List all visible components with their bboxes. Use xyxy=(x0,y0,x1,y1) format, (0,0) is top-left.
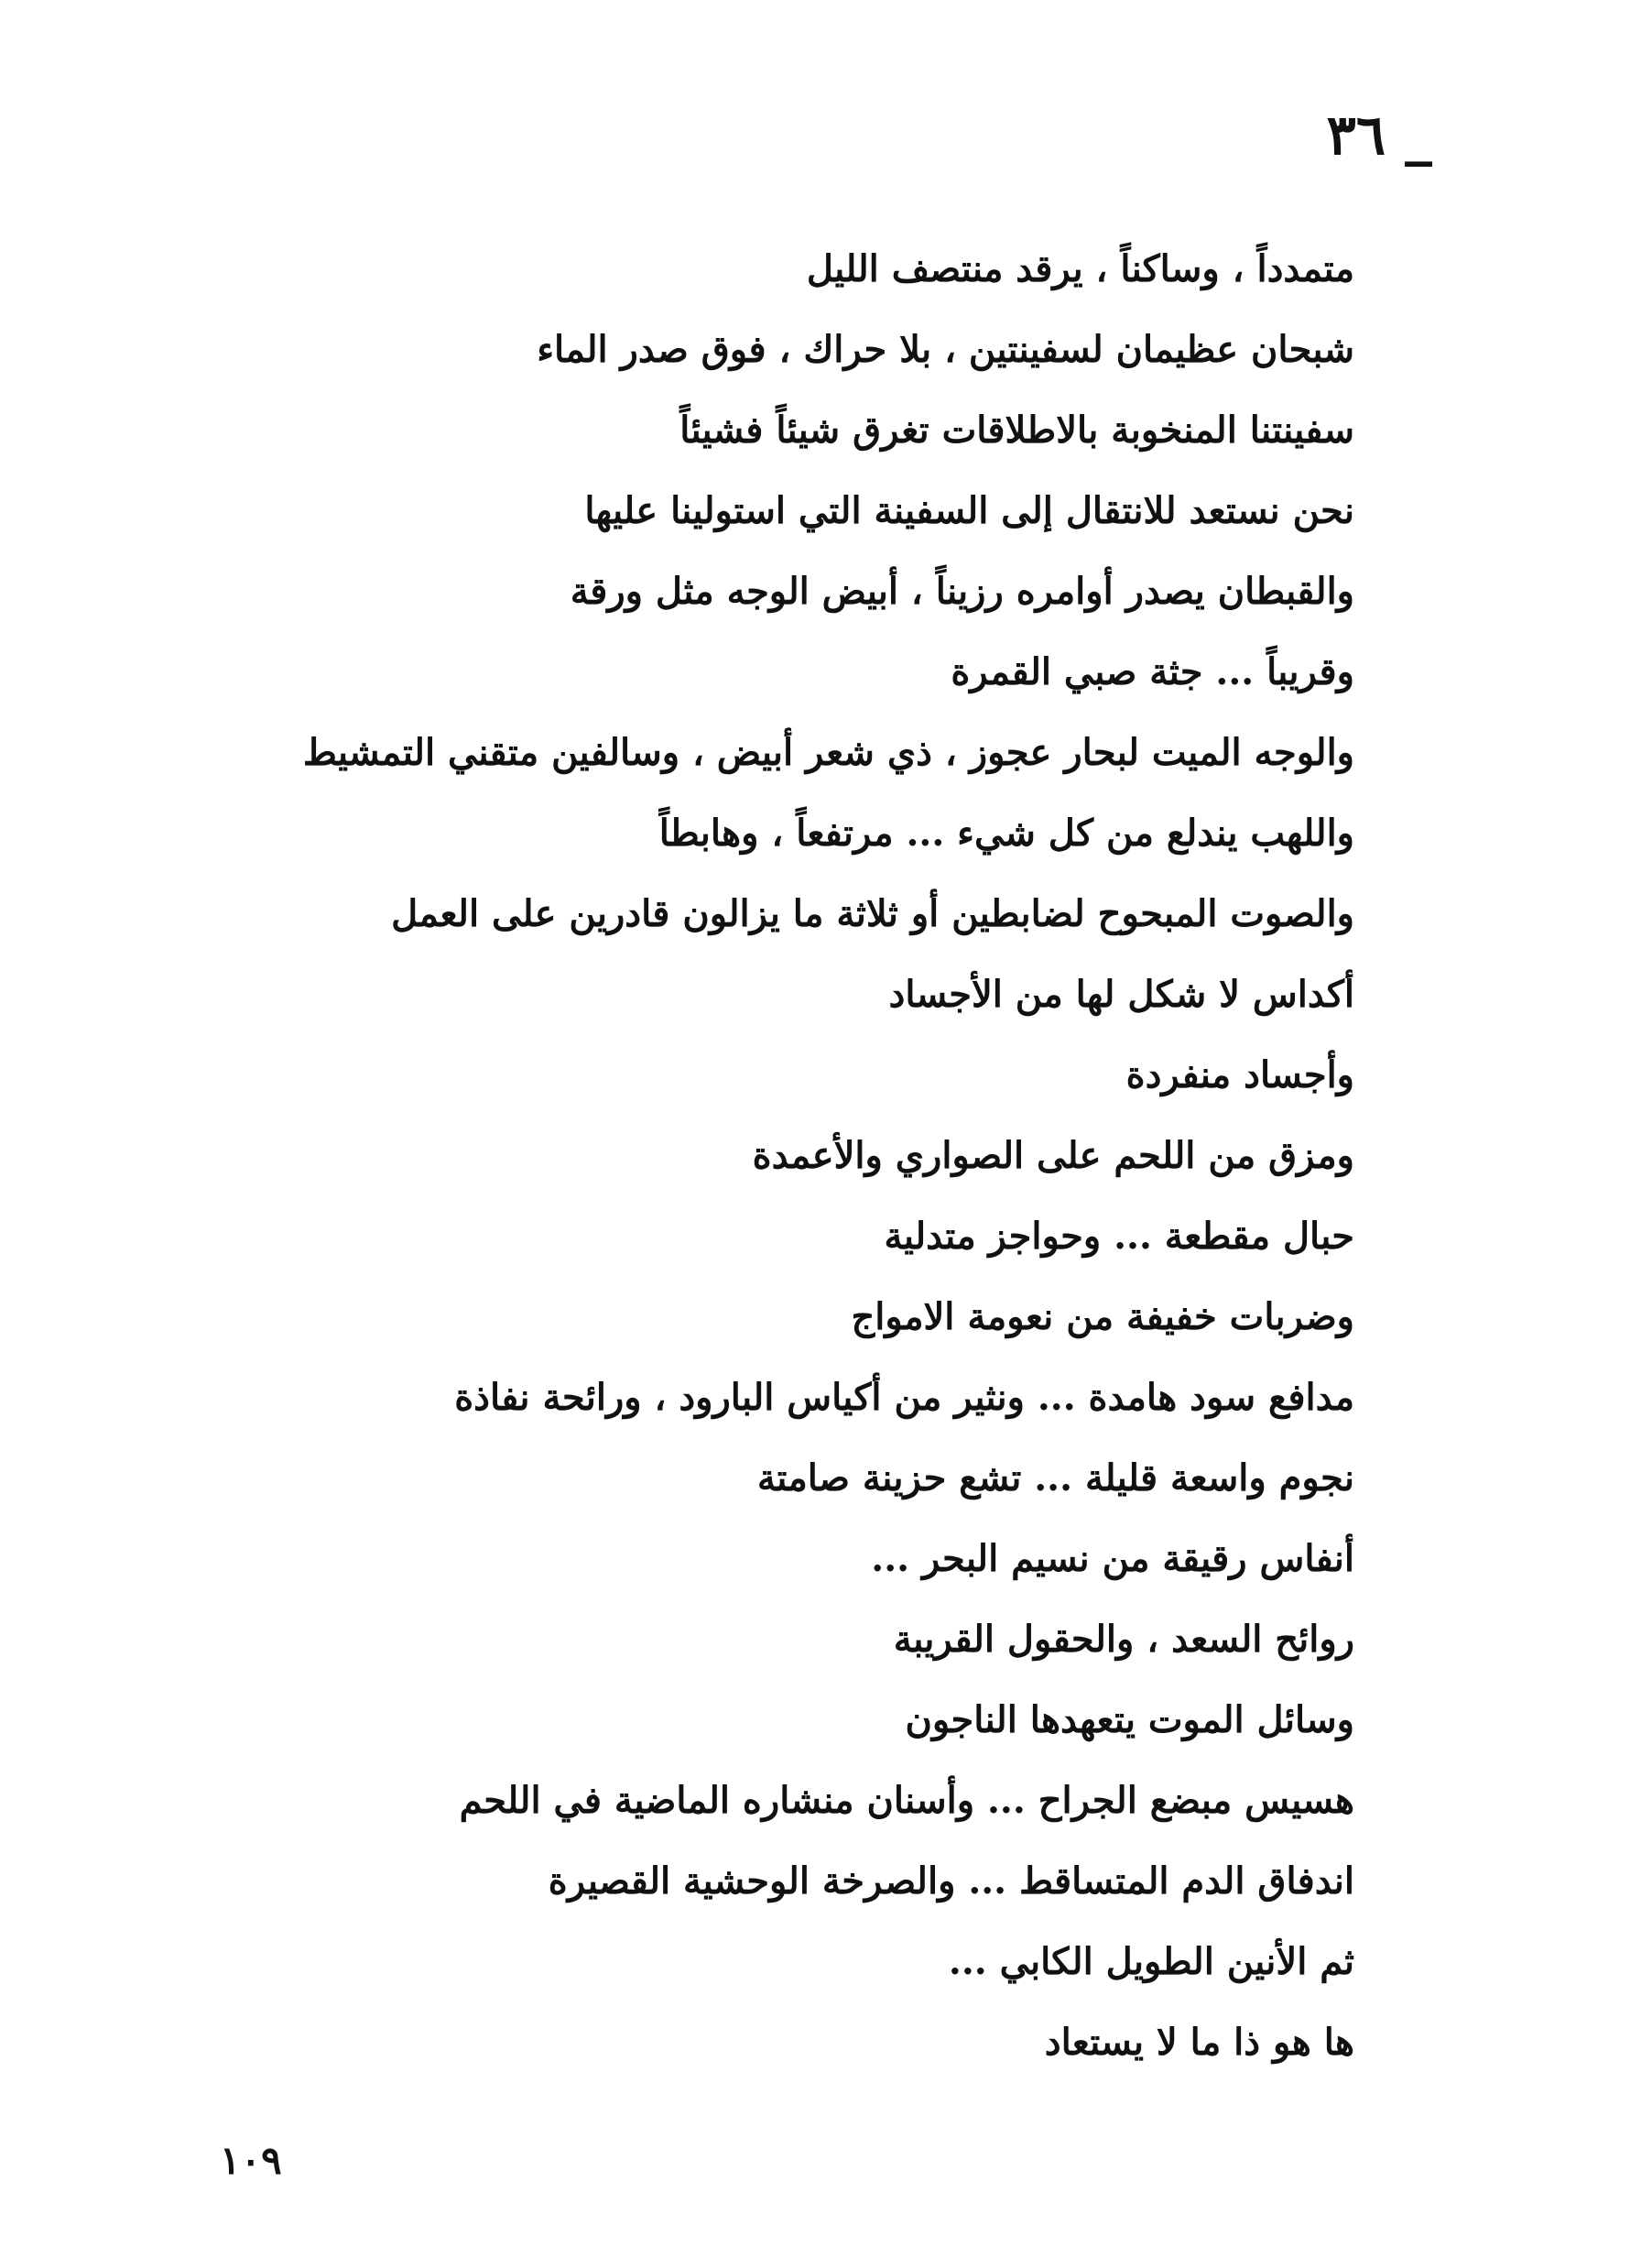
poem-line: حبال مقطعة ... وحواجز متدلية xyxy=(884,1215,1354,1258)
poem-line: واللهب يندلع من كل شيء ... مرتفعاً ، وهابطاً xyxy=(658,812,1354,855)
poem-line: ثم الأنين الطويل الكابي ... xyxy=(948,1940,1354,1983)
section-number: _ ٣٦ xyxy=(1326,104,1432,168)
poem-line: نحن نستعد للانتقال إلى السفينة التي استولينا عليها xyxy=(584,489,1354,532)
page-number: ١٠٩ xyxy=(220,2138,282,2183)
poem-line: روائح السعد ، والحقول القريبة xyxy=(893,1618,1354,1661)
poem-line: ها هو ذا ما لا يستعاد xyxy=(1044,2021,1354,2064)
poem-line: وسائل الموت يتعهدها الناجون xyxy=(905,1698,1354,1741)
poem-line: والقبطان يصدر أوامره رزيناً ، أبيض الوجه مثل ورقة xyxy=(570,570,1354,613)
poem-line: والوجه الميت لبحار عجوز ، ذي شعر أبيض ، وسالفين متقني التمشيط xyxy=(302,731,1354,774)
poem-line: وضربات خفيفة من نعومة الامواج xyxy=(851,1295,1354,1338)
poem-line: مدافع سود هامدة ... ونثير من أكياس البارود ، ورائحة نفاذة xyxy=(454,1376,1354,1419)
poem-line: متمدداً ، وساكناً ، يرقد منتصف الليل xyxy=(806,247,1354,290)
poem-line: والصوت المبحوح لضابطين أو ثلاثة ما يزالون قادرين على العمل xyxy=(391,892,1354,935)
poem-line: هسيس مبضع الجراح ... وأسنان منشاره الماضية في اللحم xyxy=(459,1779,1354,1822)
poem-line: سفينتنا المنخوبة بالاطلاقات تغرق شيئاً فشيئاً xyxy=(679,409,1354,452)
poem-line: وقريباً ... جثة صبي القمرة xyxy=(951,650,1354,693)
poem-line: وأجساد منفردة xyxy=(1125,1053,1354,1096)
poem-line: نجوم واسعة قليلة ... تشع حزينة صامتة xyxy=(756,1456,1354,1499)
poem-text xyxy=(164,229,1354,2083)
poem-line: اندفاق الدم المتساقط ... والصرخة الوحشية القصيرة xyxy=(548,1859,1354,1903)
poem-line: ومزق من اللحم على الصواري والأعمدة xyxy=(752,1134,1354,1177)
poem-line: شبحان عظيمان لسفينتين ، بلا حراك ، فوق صدر الماء xyxy=(537,328,1354,371)
poem-line: أنفاس رقيقة من نسيم البحر ... xyxy=(871,1537,1354,1580)
poem-line: أكداس لا شكل لها من الأجساد xyxy=(888,973,1354,1016)
